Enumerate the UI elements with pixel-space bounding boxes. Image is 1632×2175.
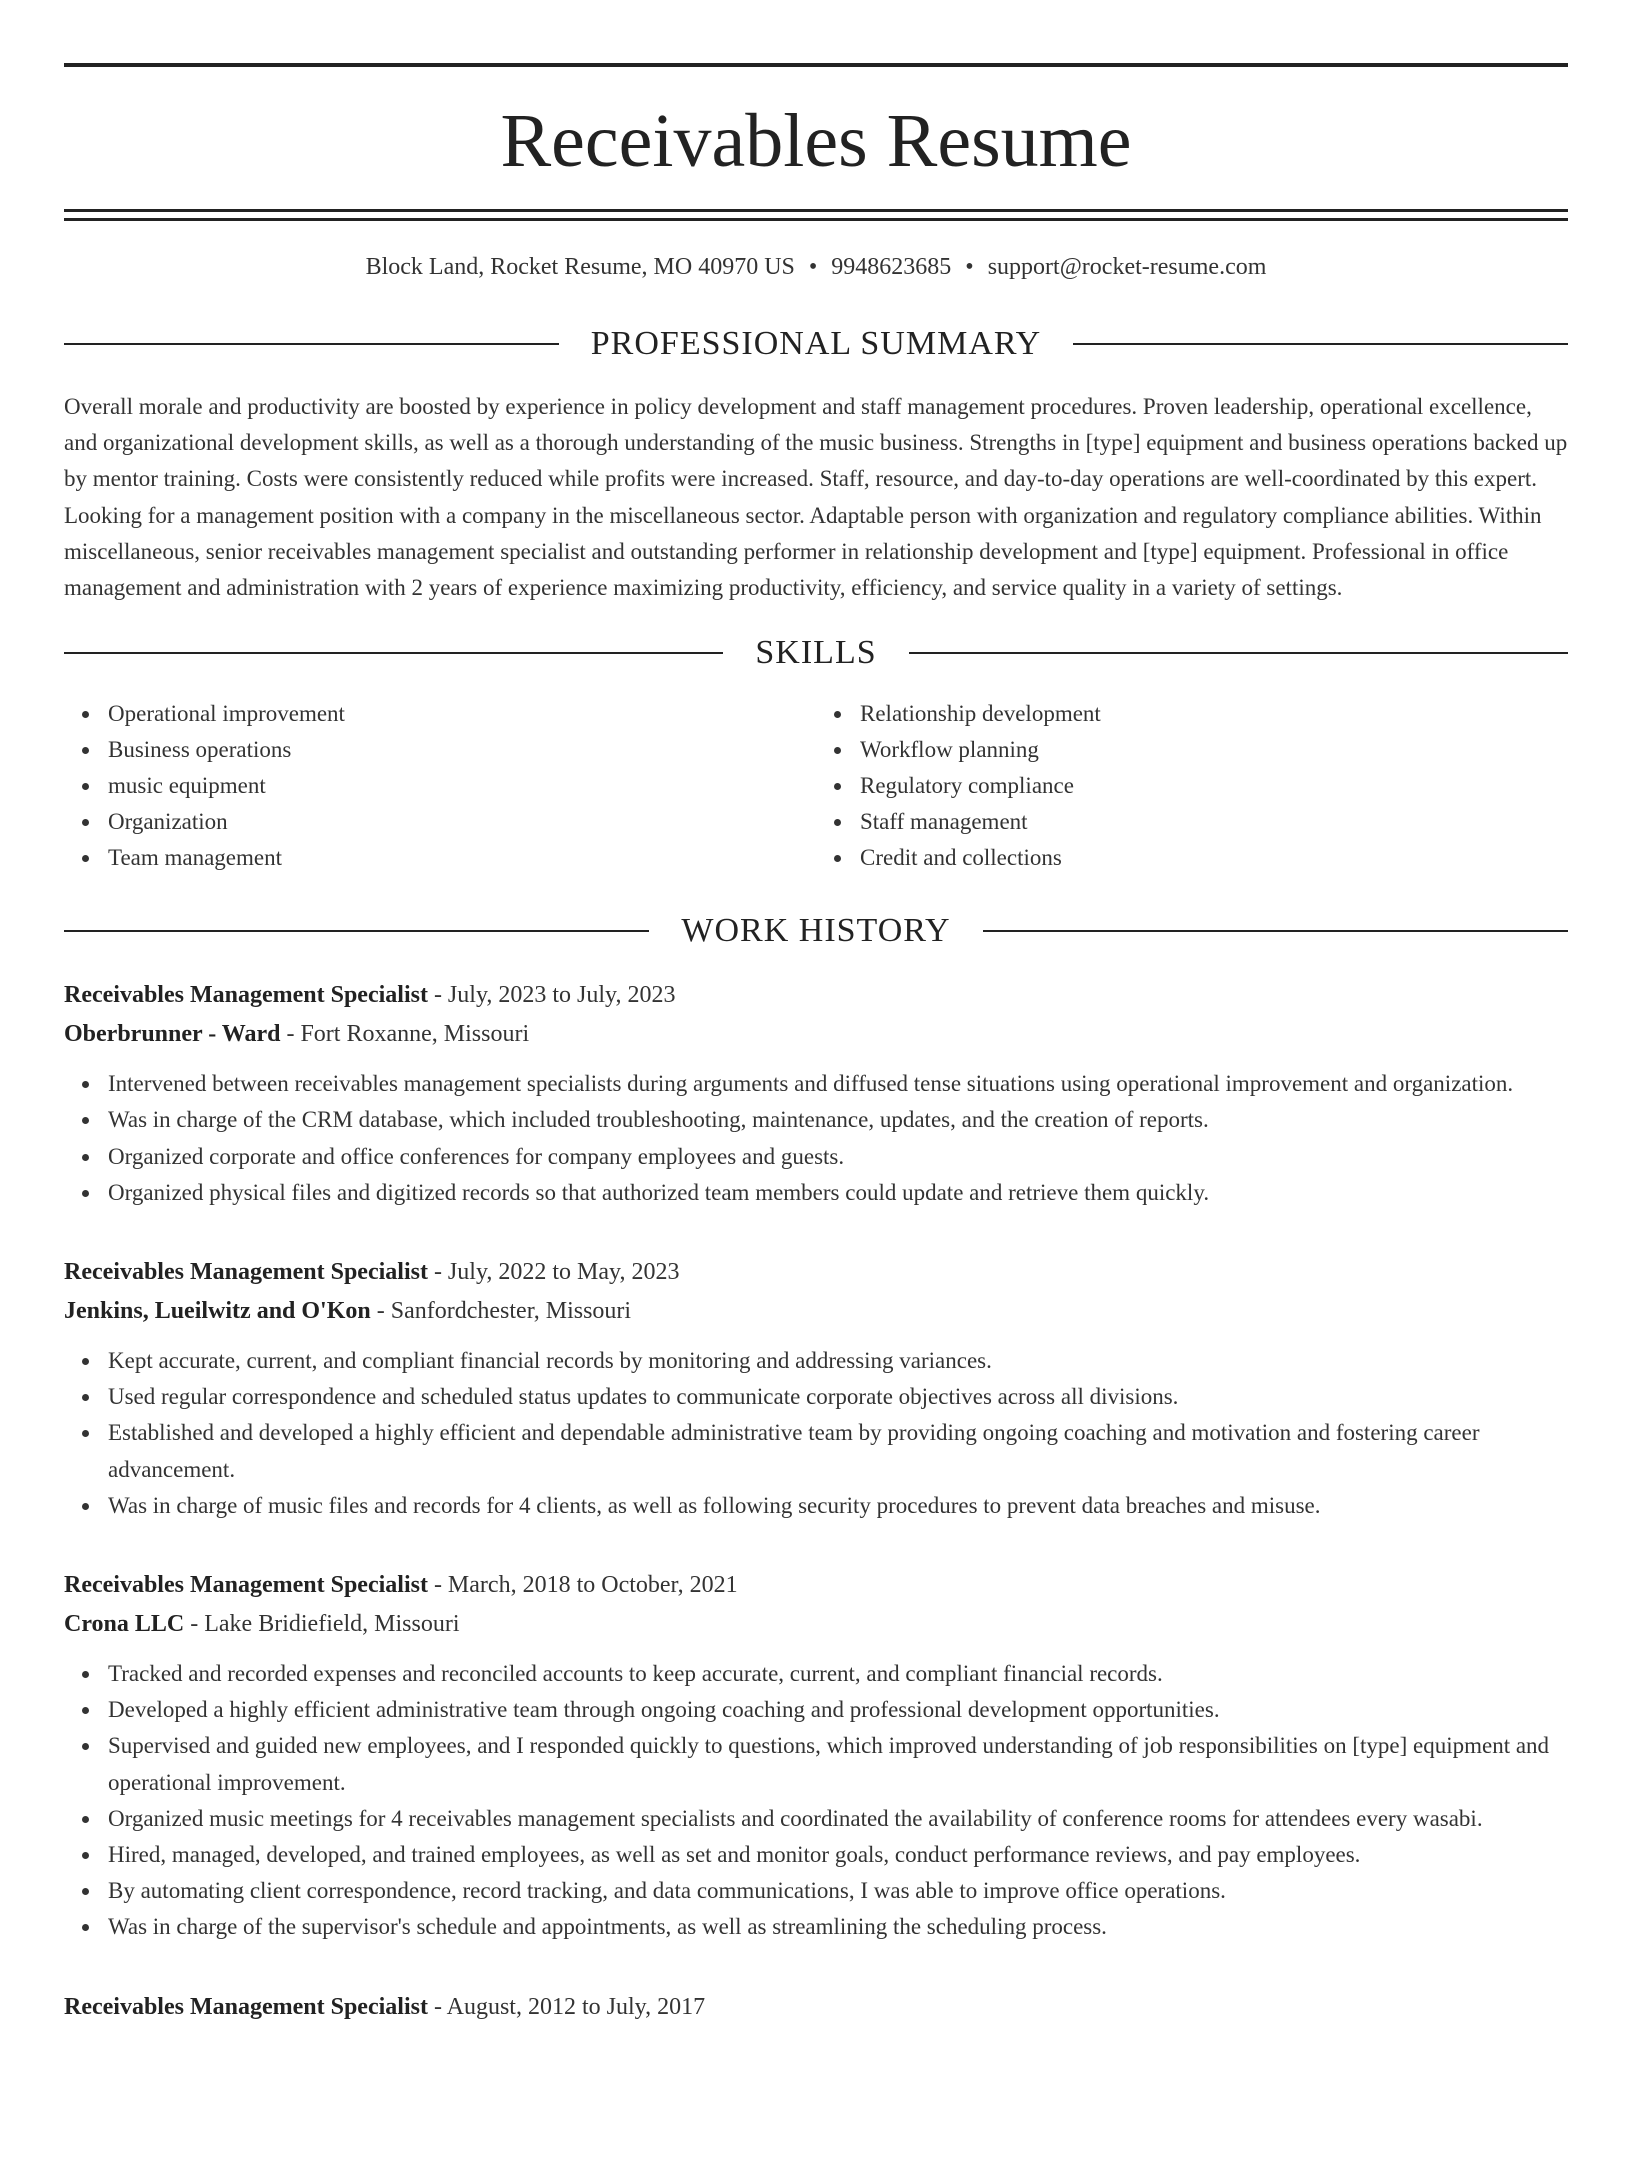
job-entry xyxy=(64,1566,1568,1946)
skills-heading xyxy=(64,636,1568,670)
job-duty-item: Kept accurate, current, and compliant financial records by monitoring and addressing variances. xyxy=(108,1343,1568,1379)
job-company-line xyxy=(64,1605,1568,1644)
contact-line xyxy=(64,252,1568,282)
resume-title: Receivables Resume xyxy=(500,99,1132,183)
job-duty-item: Intervened between receivables management specialists during arguments and diffused tense situations using operational improvement and organization. xyxy=(108,1066,1568,1102)
skill-item: Staff management xyxy=(860,804,1568,840)
skills-column-left xyxy=(64,696,816,876)
contact-separator: • xyxy=(965,254,974,280)
job-company-line xyxy=(64,1292,1568,1331)
job-duty-item: Organized music meetings for 4 receivables management specialists and coordinated the availability of conference rooms for attendees every wasabi. xyxy=(108,1801,1568,1837)
job-company: Oberbrunner - Ward xyxy=(64,1021,281,1048)
job-title: Receivables Management Specialist xyxy=(64,982,428,1009)
job-dates: - August, 2012 to July, 2017 xyxy=(427,1993,706,2020)
contact-phone: 9948623685 xyxy=(831,254,952,280)
resume-page xyxy=(0,63,1632,2175)
job-duties xyxy=(64,1656,1568,1946)
job-company-line xyxy=(64,1015,1568,1054)
job-entry xyxy=(64,1253,1568,1524)
contact-address: Block Land, Rocket Resume, MO 40970 US xyxy=(365,254,795,280)
work-heading xyxy=(64,914,1568,948)
summary-text: Overall morale and productivity are boosted by experience in policy development and staff management procedures. Proven leadership, operational excellence, and organizational development skills, as well as a thorough understanding of the music business. Strengths in [type] equipment and business operations backed up by mentor training. Costs were consistently reduced while profits were increased. Staff, resource, and day-to-day operations are well-coordinated by this expert. Looking for a management position with a company in the miscellaneous sector. Adaptable person with organization and regulatory compliance abilities. Within miscellaneous, senior receivables management specialist and outstanding performer in relationship development and [type] equipment. Professional in office management and administration with 2 years of experience maximizing productivity, efficiency, and service quality in a variety of settings. xyxy=(64,394,1568,601)
skills-column-right xyxy=(816,696,1568,876)
job-duty-item: Hired, managed, developed, and trained employees, as well as set and monitor goals, conduct performance reviews, and pay employees. xyxy=(108,1837,1568,1873)
contact-email: support@rocket-resume.com xyxy=(987,254,1267,280)
job-entry xyxy=(64,1988,1568,2027)
skill-item: Regulatory compliance xyxy=(860,768,1568,804)
job-location: - Lake Bridiefield, Missouri xyxy=(184,1611,460,1638)
summary-heading xyxy=(64,327,1568,361)
job-duty-item: By automating client correspondence, record tracking, and data communications, I was able to improve office operations. xyxy=(108,1873,1568,1909)
job-duty-item: Used regular correspondence and scheduled status updates to communicate corporate objectives across all divisions. xyxy=(108,1379,1568,1415)
job-duty-item: Supervised and guided new employees, and I responded quickly to questions, which improved understanding of job responsibilities on [type] equipment and operational improvement. xyxy=(108,1728,1568,1800)
skill-item: Credit and collections xyxy=(860,840,1568,876)
job-location: - Sanfordchester, Missouri xyxy=(370,1298,632,1325)
job-duty-item: Established and developed a highly efficient and dependable administrative team by providing ongoing coaching and motivation and fostering career advancement. xyxy=(108,1415,1568,1487)
skill-item: Organization xyxy=(108,804,816,840)
skill-item: music equipment xyxy=(108,768,816,804)
title-double-rule xyxy=(64,209,1568,221)
job-duty-item: Organized corporate and office conferences for company employees and guests. xyxy=(108,1139,1568,1175)
skill-item: Business operations xyxy=(108,732,816,768)
job-title-line xyxy=(64,1253,1568,1292)
job-duty-item: Organized physical files and digitized records so that authorized team members could update and retrieve them quickly. xyxy=(108,1175,1568,1211)
job-entry xyxy=(64,976,1568,1211)
job-title: Receivables Management Specialist xyxy=(64,1259,428,1286)
job-dates: - July, 2023 to July, 2023 xyxy=(427,982,676,1009)
skill-item: Relationship development xyxy=(860,696,1568,732)
work-history xyxy=(64,976,1568,2026)
job-duty-item: Was in charge of music files and records for 4 clients, as well as following security procedures to prevent data breaches and misuse. xyxy=(108,1488,1568,1524)
skill-item: Team management xyxy=(108,840,816,876)
skills-list xyxy=(64,696,1568,876)
job-title-line xyxy=(64,1566,1568,1605)
job-duties xyxy=(64,1343,1568,1524)
work-heading-text: WORK HISTORY xyxy=(681,912,951,950)
skills-heading-text: SKILLS xyxy=(755,634,877,672)
job-dates: - March, 2018 to October, 2021 xyxy=(427,1572,738,1599)
job-duty-item: Was in charge of the CRM database, which included troubleshooting, maintenance, updates, and the creation of reports. xyxy=(108,1102,1568,1138)
job-title-line xyxy=(64,1988,1568,2027)
job-location: - Fort Roxanne, Missouri xyxy=(280,1021,530,1048)
summary-heading-text: PROFESSIONAL SUMMARY xyxy=(590,325,1042,362)
job-title: Receivables Management Specialist xyxy=(64,1572,428,1599)
contact-separator: • xyxy=(808,254,818,280)
job-title: Receivables Management Specialist xyxy=(64,1993,428,2020)
job-title-line xyxy=(64,976,1568,1015)
top-rule xyxy=(64,63,1568,67)
skill-item: Operational improvement xyxy=(108,696,816,732)
skill-item: Workflow planning xyxy=(860,732,1568,768)
job-company: Jenkins, Lueilwitz and O'Kon xyxy=(64,1298,371,1325)
job-company: Crona LLC xyxy=(64,1611,185,1638)
job-duty-item: Tracked and recorded expenses and reconciled accounts to keep accurate, current, and compliant financial records. xyxy=(108,1656,1568,1692)
job-duty-item: Developed a highly efficient administrative team through ongoing coaching and professional development opportunities. xyxy=(108,1692,1568,1728)
job-duties xyxy=(64,1066,1568,1211)
job-duty-item: Was in charge of the supervisor's schedule and appointments, as well as streamlining the scheduling process. xyxy=(108,1909,1568,1945)
job-dates: - July, 2022 to May, 2023 xyxy=(427,1259,680,1286)
